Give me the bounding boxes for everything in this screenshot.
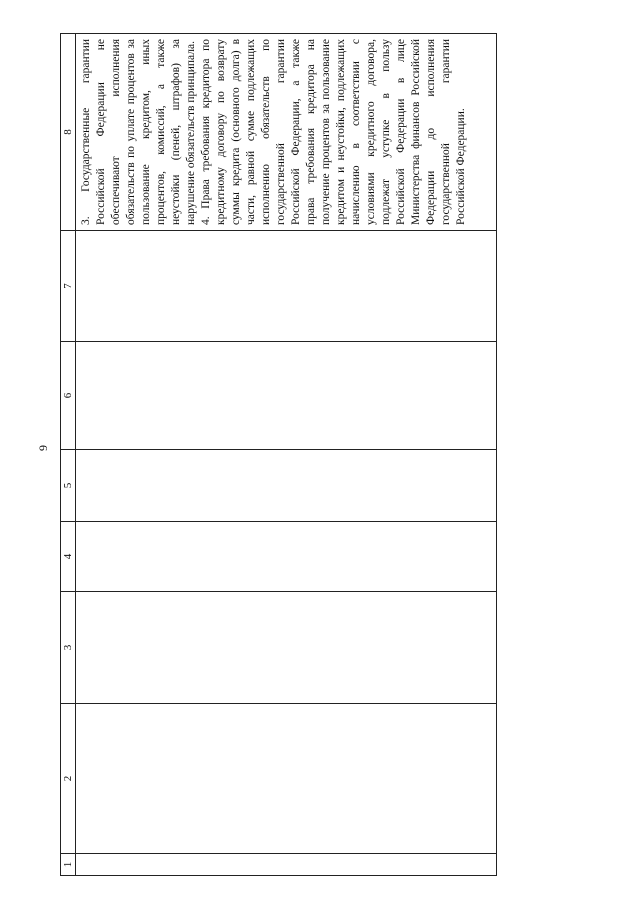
condition-paragraph-4: 4. Права требования кредитора по кредитному договору по возврату суммы кредита (основного долга) в части, равной сумме подлежащих исполнению обязательств по государственной гарантии Российской Федерации, а также права требования кредитора на получение процентов за пользование кредитом и неустойки, подлежащих начислению в соответствии с условиями кредитного договора, подлежат уступке в пользу Российской Федерации в лице Министерства финансов Российской Федерации до исполнения государственной гарантии Российской Федерации. <box>200 39 467 225</box>
cell-col-4 <box>76 522 497 592</box>
conditions-text <box>76 34 469 230</box>
cell-col-8 <box>76 34 497 231</box>
column-header-5: 5 <box>61 450 76 522</box>
column-header-4: 4 <box>61 522 76 592</box>
table-header-row <box>61 34 76 876</box>
cell-col-6 <box>76 342 497 450</box>
column-header-7: 7 <box>61 231 76 342</box>
cell-col-7 <box>76 231 497 342</box>
cell-col-2 <box>76 704 497 854</box>
cell-col-5 <box>76 450 497 522</box>
column-header-1: 1 <box>61 854 76 876</box>
column-header-8: 8 <box>61 34 76 231</box>
cell-col-1 <box>76 854 497 876</box>
table-row <box>76 34 497 876</box>
column-header-6: 6 <box>61 342 76 450</box>
page-number: 9 <box>36 445 50 451</box>
cell-col-3 <box>76 592 497 704</box>
condition-paragraph-3: 3. Государственные гарантии Российской Федерации не обеспечивают исполнения обязательств по уплате процентов за пользование кредитом, иных процентов, комиссий, а также неустойки (пеней, штрафов) за нарушение обязательств принципала. <box>80 39 197 225</box>
column-header-3: 3 <box>61 592 76 704</box>
guarantee-table <box>60 33 497 876</box>
column-header-2: 2 <box>61 704 76 854</box>
